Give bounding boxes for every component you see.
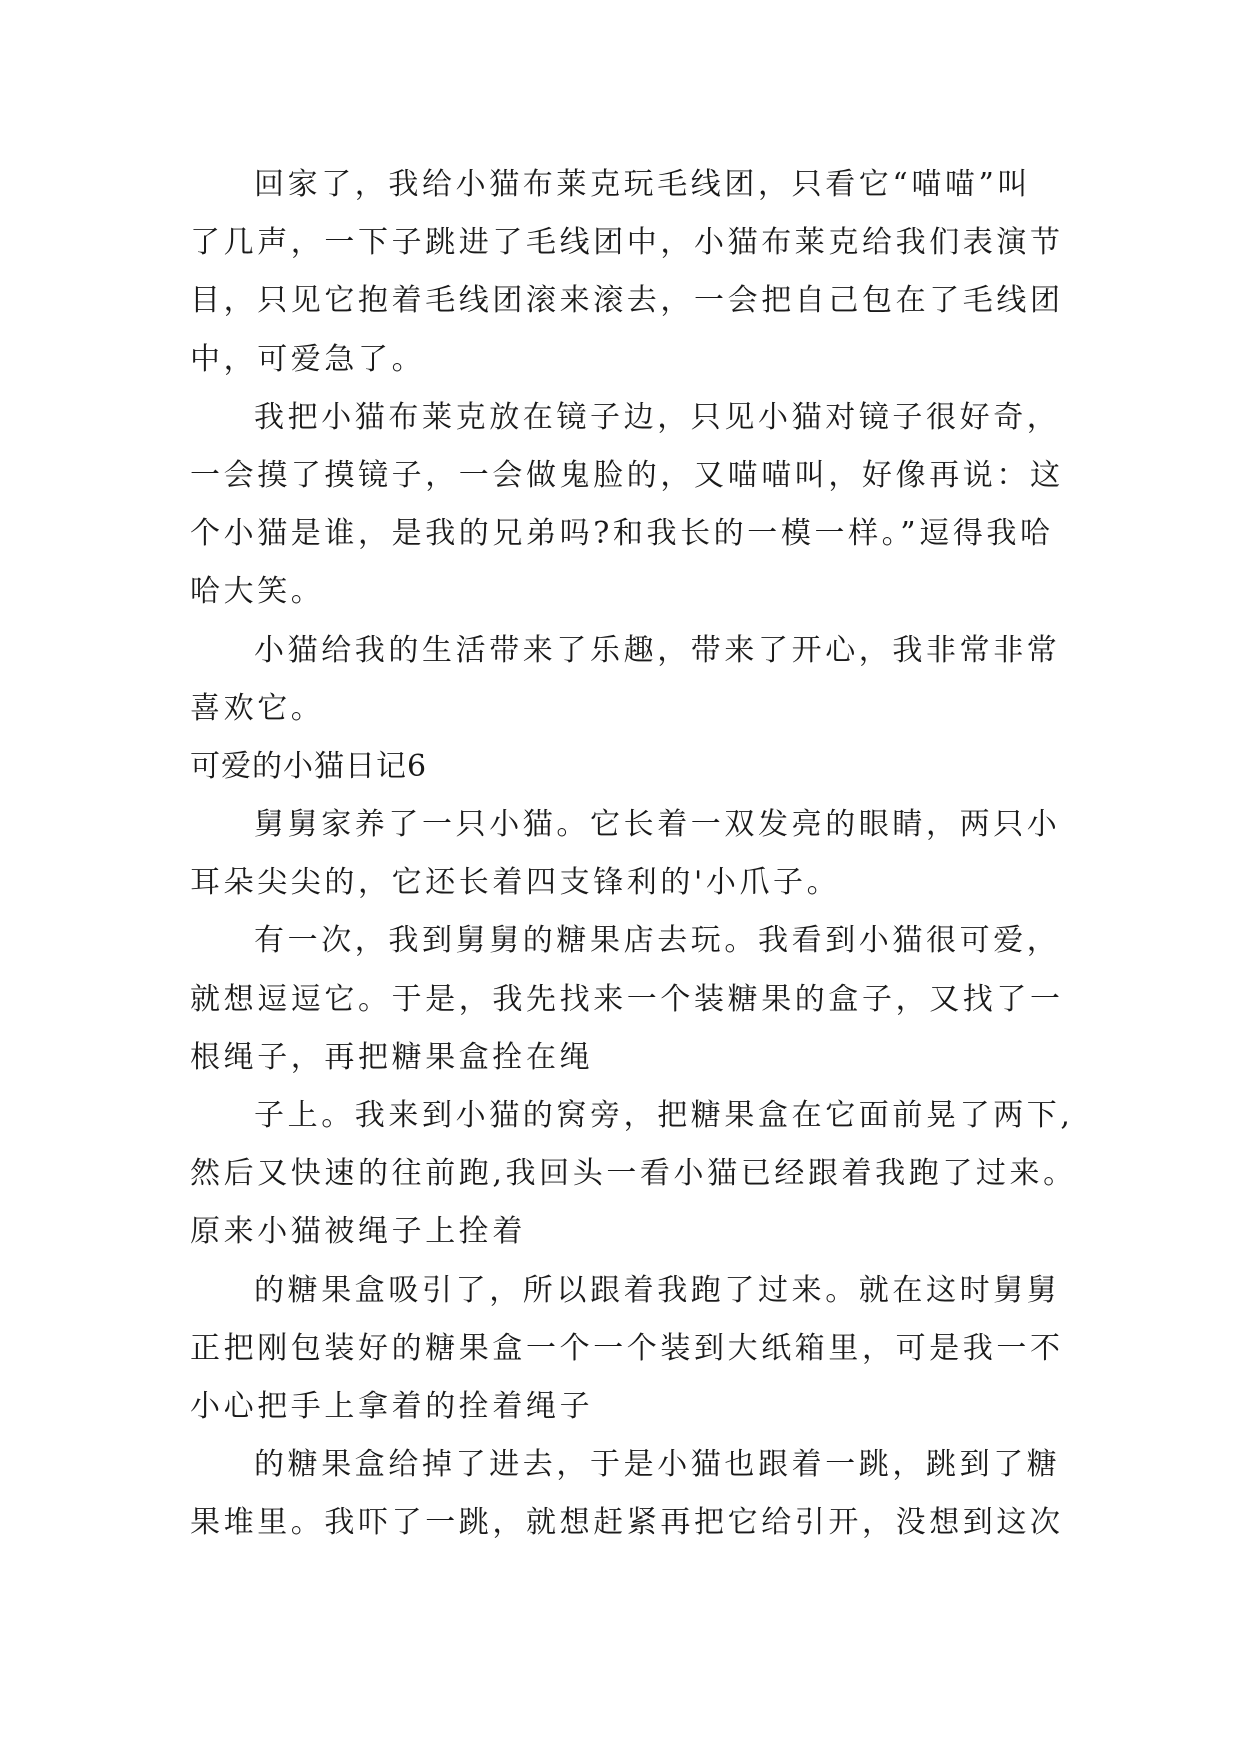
text-line: 正把刚包装好的糖果盒一个一个装到大纸箱里，可是我一不	[190, 1330, 1064, 1366]
text-line: 子上。我来到小猫的窝旁，把糖果盒在它面前晃了两下,	[254, 1098, 1074, 1133]
text-line: 中，可爱急了。	[190, 341, 426, 377]
text-line: 耳朵尖尖的，它还长着四支锋利的'小爪子。	[190, 865, 841, 901]
text-line: 回家了，我给小猫布莱克玩毛线团，只看它“喵喵”叫	[254, 167, 1032, 202]
text-line: 根绳子，再把糖果盒拴在绳	[190, 1039, 594, 1075]
text-line: 然后又快速的往前跑,我回头一看小猫已经跟着我跑了过来。	[190, 1156, 1077, 1192]
text-line: 我把小猫布莱克放在镜子边，只见小猫对镜子很好奇，	[254, 399, 1061, 435]
text-line: 哈大笑。	[190, 574, 325, 610]
text-line: 目，只见它抱着毛线团滚来滚去，一会把自己包在了毛线团	[190, 283, 1064, 319]
text-line: 舅舅家养了一只小猫。它长着一双发亮的眼睛，两只小	[254, 807, 1061, 843]
text-line: 的糖果盒给掉了进去，于是小猫也跟着一跳，跳到了糖	[254, 1447, 1061, 1483]
text-line: 的糖果盒吸引了，所以跟着我跑了过来。就在这时舅舅	[254, 1272, 1061, 1308]
text-line: 果堆里。我吓了一跳，就想赶紧再把它给引开，没想到这次	[190, 1505, 1064, 1541]
text-line: 个小猫是谁，是我的兄弟吗?和我长的一模一样。”逗得我哈	[190, 516, 1054, 552]
text-line: 原来小猫被绳子上拴着	[190, 1214, 526, 1250]
text-line: 小心把手上拿着的拴着绳子	[190, 1388, 594, 1424]
section-heading: 可爱的小猫日记6	[190, 748, 428, 784]
text-line: 就想逗逗它。于是，我先找来一个装糖果的盒子，又找了一	[190, 981, 1064, 1017]
text-line: 一会摸了摸镜子，一会做鬼脸的，又喵喵叫，好像再说：这	[190, 457, 1064, 493]
text-line: 有一次，我到舅舅的糖果店去玩。我看到小猫很可爱，	[254, 923, 1061, 959]
text-line: 喜欢它。	[190, 690, 325, 726]
document-body	[190, 156, 1077, 1553]
text-line: 了几声，一下子跳进了毛线团中，小猫布莱克给我们表演节	[190, 225, 1064, 261]
text-line: 小猫给我的生活带来了乐趣，带来了开心，我非常非常	[254, 632, 1061, 668]
